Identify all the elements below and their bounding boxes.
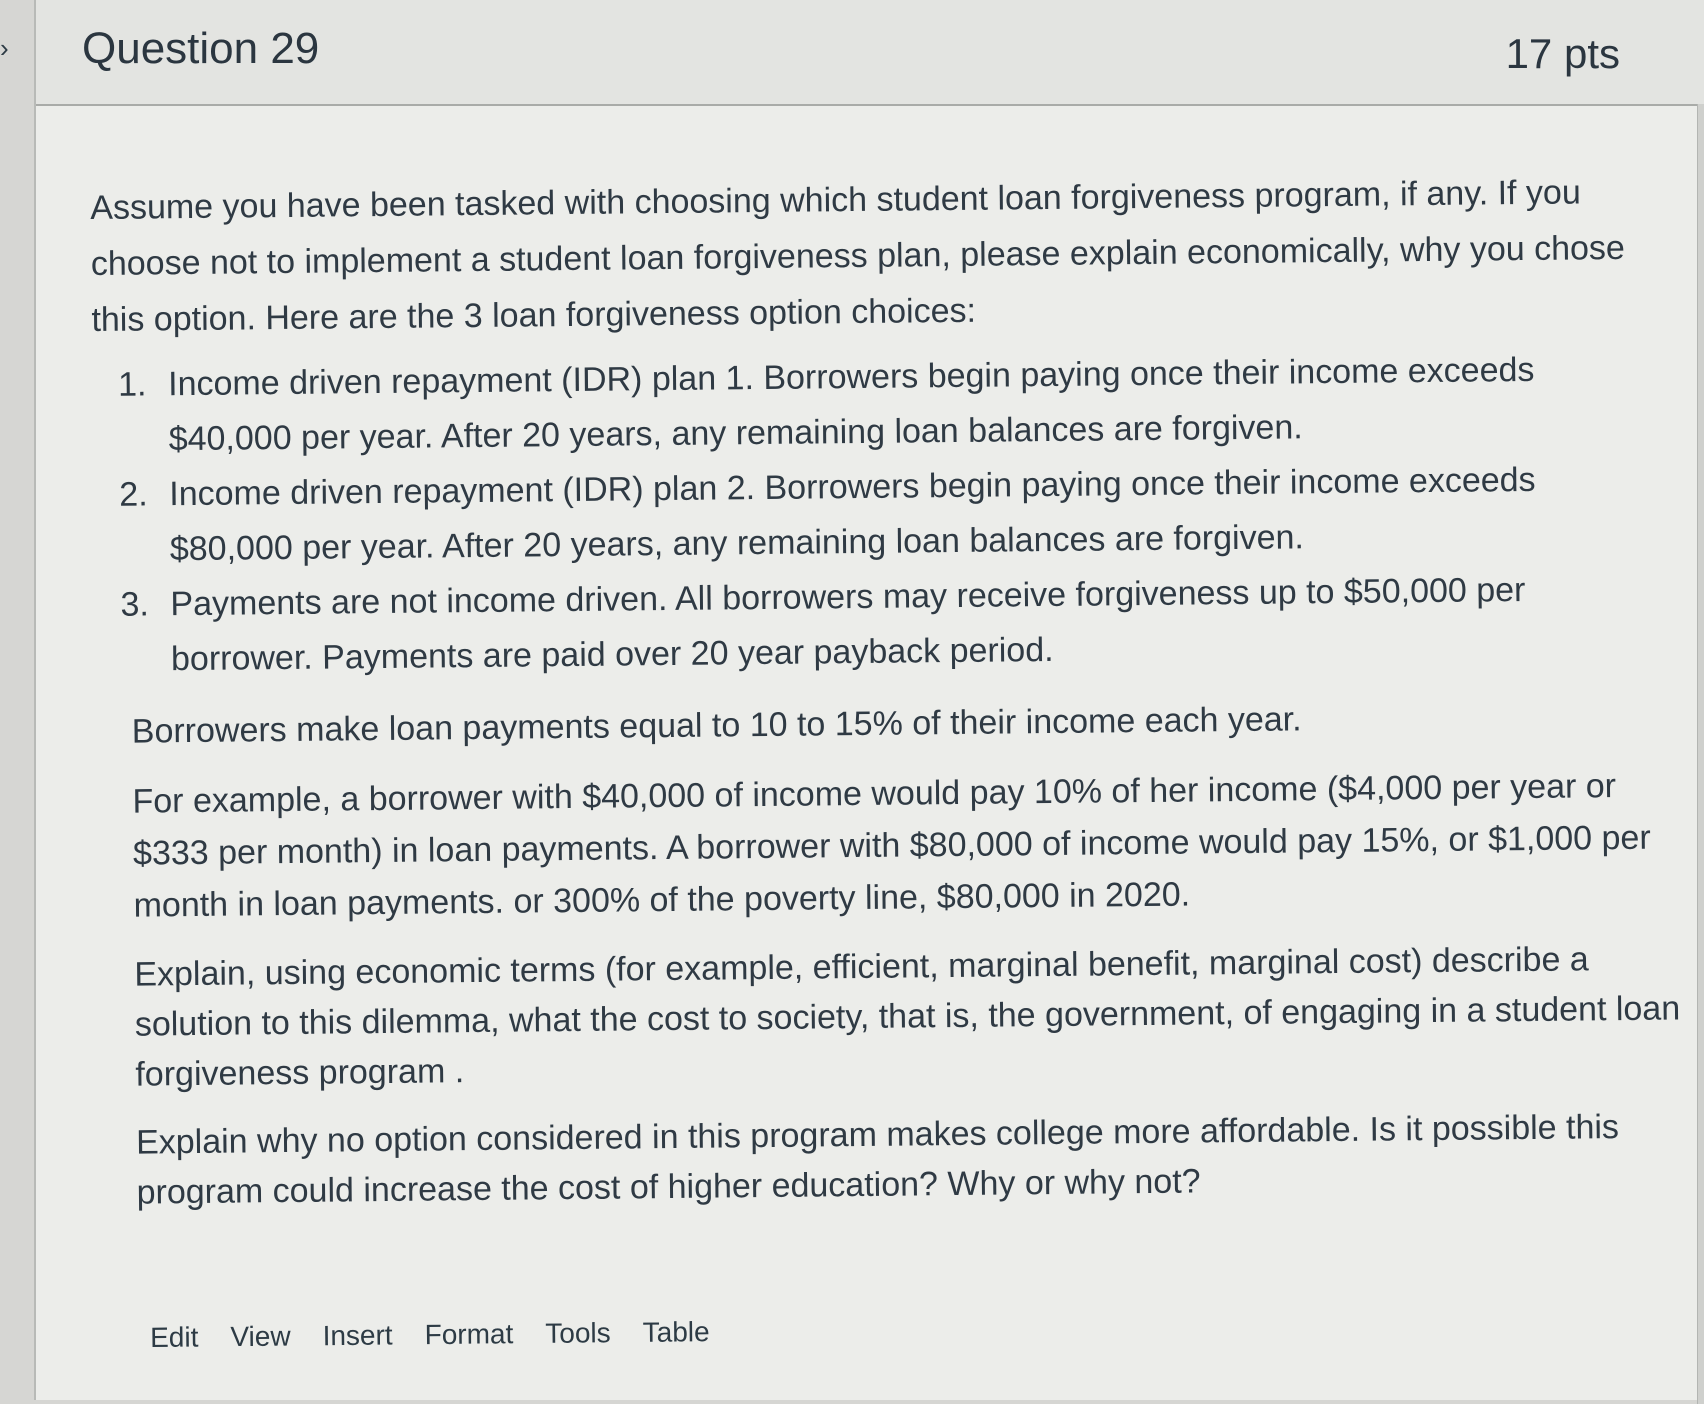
option-item [119, 452, 1650, 577]
option-item [117, 342, 1649, 467]
option-list [92, 341, 1695, 688]
option-number: 3. [120, 585, 150, 624]
collapse-chevron-icon[interactable]: › [0, 33, 9, 63]
explain-paragraph-1: Explain, using economic terms (for example, efficient, marginal benefit, marginal cost) describe a solution to this dilemma, what the cost to society, that is, the government, of engaging in a student loan forgiveness program . [134, 940, 1681, 1094]
question-card [34, 0, 1704, 1400]
question-intro: Assume you have been tasked with choosing which student loan forgiveness program, if any. If you choose not to implement a student loan forgiveness plan, please explain economically, why you chose this option. Here are the 3 loan forgiveness option choices: [90, 173, 1626, 339]
option-text: Income driven repayment (IDR) plan 1. Borrowers begin paying once their income exceeds $40,000 per year. After 20 years, any remaining loan balances are forgiven. [167, 350, 1535, 459]
option-item [120, 562, 1651, 687]
question-title: Question 29 [82, 24, 320, 73]
question-text [90, 163, 1701, 1236]
menu-tools[interactable]: Tools [545, 1317, 611, 1349]
option-text: Payments are not income driven. All borrowers may receive forgiveness up to $50,000 per borrower. Payments are paid over 20 year payback period. [170, 570, 1526, 679]
question-header [36, 0, 1704, 106]
option-text: Income driven repayment (IDR) plan 2. Borrowers begin paying once their income exceeds $80,000 per year. After 20 years, any remaining loan balances are forgiven. [169, 460, 1536, 569]
question-points: 17 pts [1505, 30, 1620, 77]
menu-format[interactable]: Format [424, 1318, 514, 1351]
menu-insert[interactable]: Insert [322, 1319, 393, 1352]
example-paragraph: For example, a borrower with $40,000 of income would pay 10% of her income ($4,000 per year or $333 per month) in loan payments. A borrower with $80,000 of income would pay 15%, or $1,000 per month in loan payments. or 300% of the poverty line, $80,000 in 2020. [132, 767, 1651, 925]
payments-note: Borrowers make loan payments equal to 10 to 15% of their income each year. [131, 700, 1302, 751]
explain-paragraph-2: Explain why no option considered in this program makes college more affordable. Is it possible this program could increase the cost of higher education? Why or why not? [135, 1108, 1620, 1212]
menu-table[interactable]: Table [642, 1316, 710, 1348]
option-number: 2. [119, 475, 148, 514]
editor-frame-edge [1697, 104, 1704, 1404]
menu-edit[interactable]: Edit [150, 1321, 199, 1353]
menu-view[interactable]: View [230, 1320, 291, 1353]
editor-menubar [150, 1316, 710, 1354]
option-number: 1. [117, 365, 147, 404]
